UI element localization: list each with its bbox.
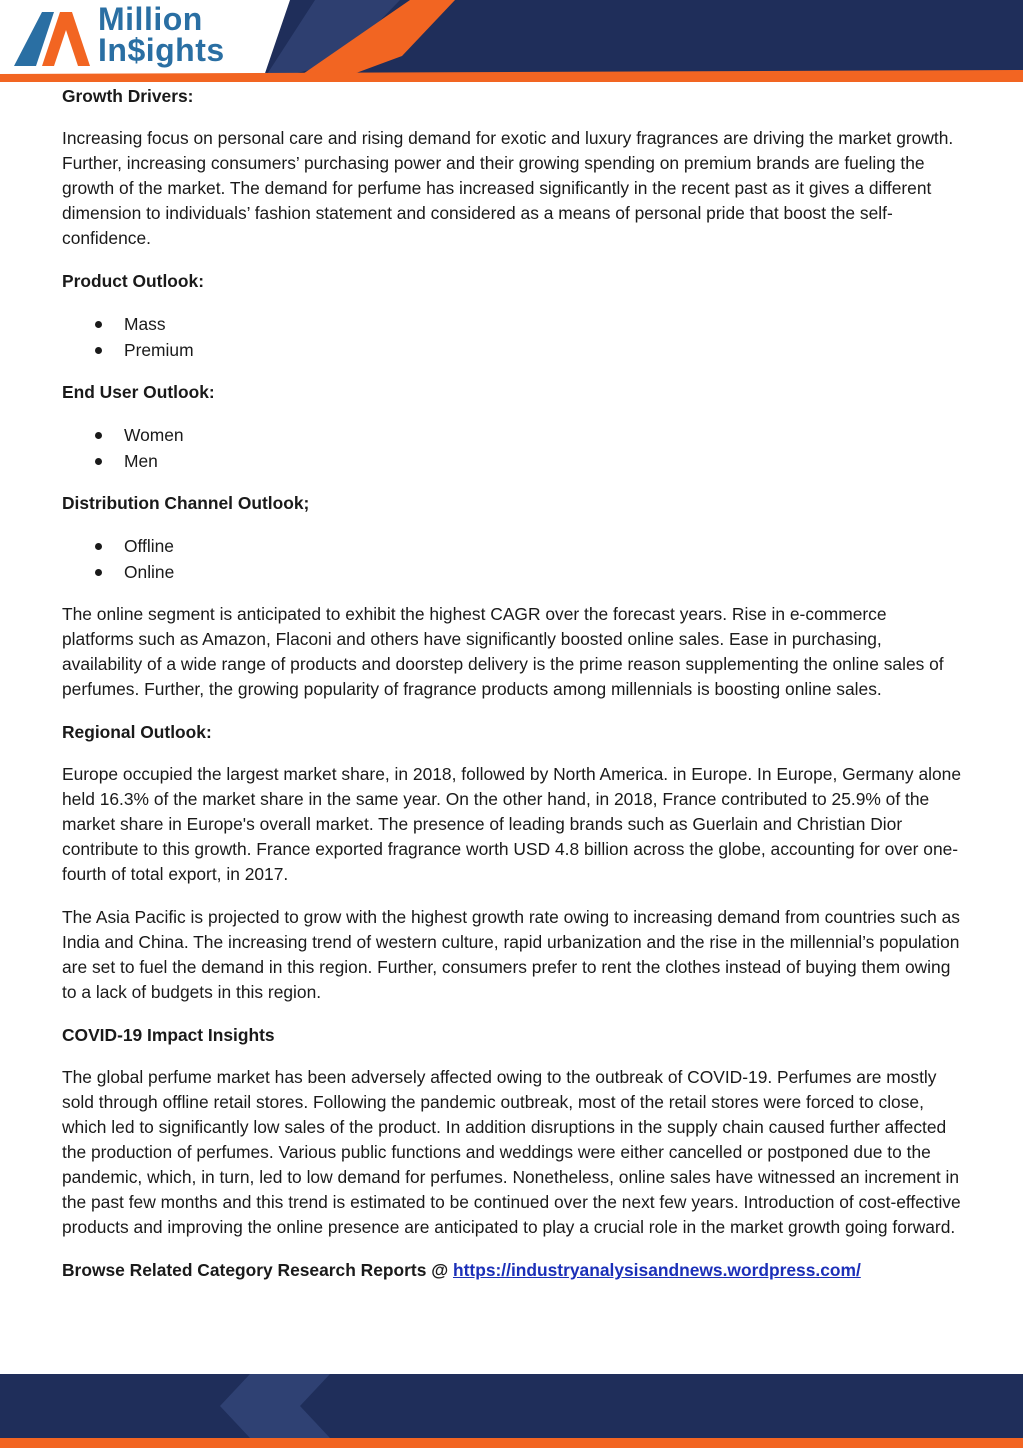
list-item: Offline (62, 533, 962, 559)
logo (98, 1, 225, 68)
footer-orange-stripe (0, 1438, 1023, 1448)
list-item: Men (62, 448, 962, 474)
product-outlook-heading: Product Outlook: (62, 270, 205, 291)
distribution-outlook-heading: Distribution Channel Outlook; (62, 492, 310, 513)
page-header (0, 0, 1023, 82)
distribution-paragraph: The online segment is anticipated to exhibit the highest CAGR over the forecast years. Rise in e-commerce platforms such as Amazon, Flaconi and others have significantly boosted online sales. Ease in purchasing, availability of a wide range of products and doorstep delivery is the prime reason supplementing the online sales of perfumes. Further, the growing popularity of fragrance products among millennials is boosting online sales. (62, 603, 944, 700)
page-footer (0, 1374, 1023, 1448)
browse-related-reports (62, 1258, 962, 1283)
regional-paragraph-asia: The Asia Pacific is projected to grow with the highest growth rate owing to increasing demand from countries such as India and China. The increasing trend of western culture, rapid urbanization and the rise in the millennial’s population are set to fuel the demand in this region. Further, consumers prefer to rent the clothes instead of buying them owing to a lack of budgets in this region. (62, 906, 961, 1003)
footer-navy-band (0, 1374, 1023, 1438)
growth-drivers-paragraph: Increasing focus on personal care and rising demand for exotic and luxury fragrances are driving the market growth. Further, increasing consumers’ purchasing power and their growing spending on premium brands are fueling the growth of the market. The demand for perfume has increased significantly in the recent past as it gives a different dimension to individuals’ fashion statement and considered as a means of personal pride that boost the self-confidence. (62, 128, 954, 249)
end-user-outlook-list (62, 422, 962, 474)
list-item: Premium (62, 337, 962, 363)
regional-paragraph-europe: Europe occupied the largest market share, in 2018, followed by North America. in Europe. In Europe, Germany alone held 16.3% of the market share in the same year. On the other hand, in 2018, France contributed to 25.9% of the market share in Europe's overall market. The presence of leading brands such as Guerlain and Christian Dior contribute to this growth. France exported fragrance worth USD 4.8 billion across the globe, accounting for over one-fourth of total export, in 2017. (62, 763, 962, 885)
document-body (62, 84, 962, 1283)
logo-icon (14, 12, 90, 66)
covid-paragraph: The global perfume market has been adversely affected owing to the outbreak of COVID-19. Perfumes are mostly sold through offline retail stores. Following the pandemic outbreak, most of the retail stores were forced to close, which led to significantly low sales of the product. In addition disruptions in the supply chain caused further affected the production of perfumes. Various public functions and weddings were either cancelled or postponed due to the pandemic, which, in turn, led to low demand for perfumes. Nonetheless, online sales have witnessed an increment in the past few months and this trend is estimated to be continued over the next few years. Introduction of cost-effective products and improving the online presence are anticipated to play a crucial role in the market growth going forward. (62, 1066, 961, 1238)
logo-line-2: In$ights (98, 32, 225, 68)
list-item: Women (62, 422, 962, 448)
distribution-outlook-list (62, 533, 962, 585)
product-outlook-list (62, 311, 962, 363)
covid-heading: COVID-19 Impact Insights (62, 1024, 275, 1045)
end-user-outlook-heading: End User Outlook: (62, 381, 215, 402)
logo-line-1: Million (98, 1, 203, 37)
related-reports-link[interactable]: https://industryanalysisandnews.wordpress.com/ (452, 1259, 861, 1280)
growth-drivers-heading: Growth Drivers: (62, 86, 194, 106)
browse-label: Browse Related Category Research Reports @ (62, 1259, 453, 1280)
list-item: Mass (62, 311, 962, 337)
footer-banner (0, 1374, 1023, 1448)
list-item: Online (62, 559, 962, 585)
regional-outlook-heading: Regional Outlook: (62, 721, 212, 742)
